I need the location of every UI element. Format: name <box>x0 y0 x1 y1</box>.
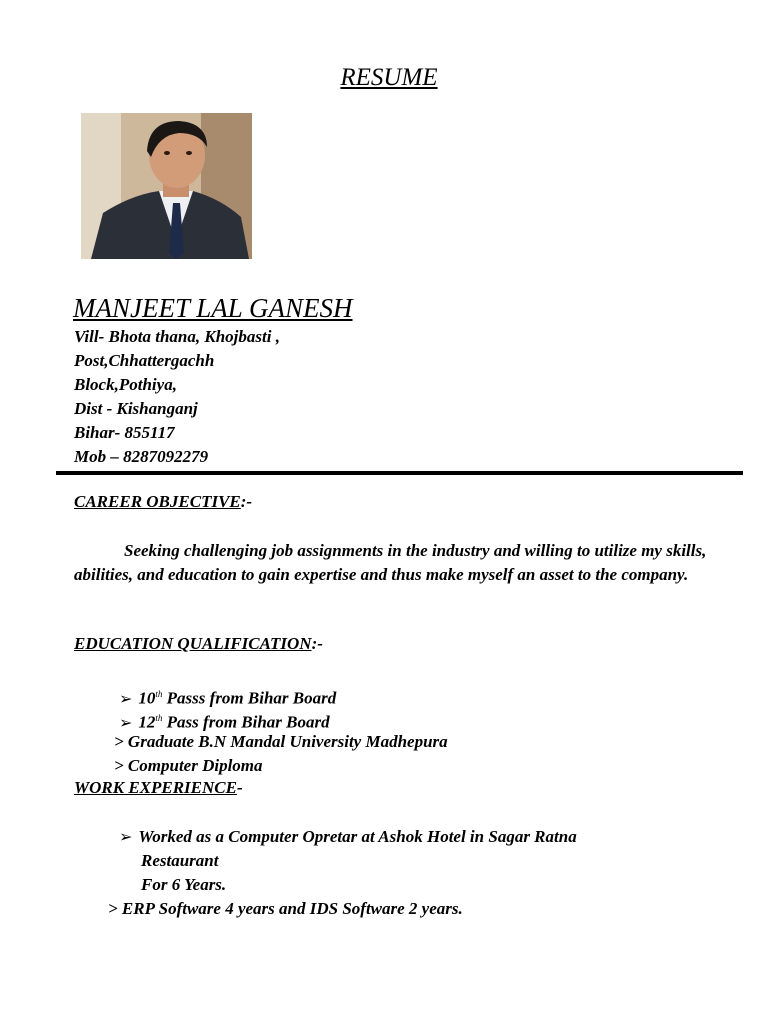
work-heading-text: WORK EXPERIENCE <box>74 778 237 797</box>
education-heading <box>74 634 323 654</box>
career-heading-suffix: :- <box>240 492 253 511</box>
work-item-line: Restaurant <box>141 851 219 870</box>
address-block <box>74 325 280 469</box>
address-line: Vill- Bhota thana, Khojbasti , <box>74 327 280 346</box>
education-item: > Graduate B.N Mandal University Madhepura <box>114 732 448 751</box>
work-item-line: For 6 Years. <box>141 875 227 894</box>
address-line: Dist - Kishanganj <box>74 399 198 418</box>
career-objective-text <box>74 539 714 587</box>
education-item: > Computer Diploma <box>114 756 263 775</box>
education-heading-text: EDUCATION QUALIFICATION <box>74 634 312 653</box>
work-heading-suffix: - <box>236 778 243 797</box>
arrow-bullet-icon: ➢ <box>119 688 133 708</box>
divider <box>56 471 743 475</box>
career-heading-text: CAREER OBJECTIVE <box>74 492 241 511</box>
career-objective-heading <box>74 492 252 512</box>
education-sup: th <box>155 689 163 699</box>
work-item: > ERP Software 4 years and IDS Software 2 years. <box>108 899 463 918</box>
education-heading-suffix: :- <box>311 634 323 653</box>
resume-title: RESUME <box>340 64 438 91</box>
career-text: Seeking challenging job assignments in the industry and willing to utilize my skills, abilities, and education to gain expertise and thus make myself an asset to the company. <box>74 541 707 584</box>
mobile-line: Mob – 8287092279 <box>74 447 209 466</box>
education-text: Pass from Bihar Board <box>162 712 330 732</box>
address-line: Post,Chhattergachh <box>74 351 215 370</box>
arrow-bullet-icon: ➢ <box>119 827 133 846</box>
arrow-bullet-icon: ➢ <box>119 712 133 732</box>
work-item-line: Worked as a Computer Opretar at Ashok Hotel in Sagar Ratna <box>138 827 577 846</box>
person-photo-icon <box>81 113 252 259</box>
education-num: 12 <box>138 712 156 732</box>
work-experience-heading <box>74 778 243 798</box>
education-sup: th <box>155 713 163 723</box>
candidate-name: MANJEET LAL GANESH <box>73 293 353 323</box>
profile-photo <box>81 113 252 259</box>
address-line: Bihar- 855117 <box>74 423 175 442</box>
education-text: Passs from Bihar Board <box>162 688 337 708</box>
education-num: 10 <box>138 688 156 708</box>
address-line: Block,Pothiya, <box>74 375 177 394</box>
work-item <box>119 825 577 849</box>
